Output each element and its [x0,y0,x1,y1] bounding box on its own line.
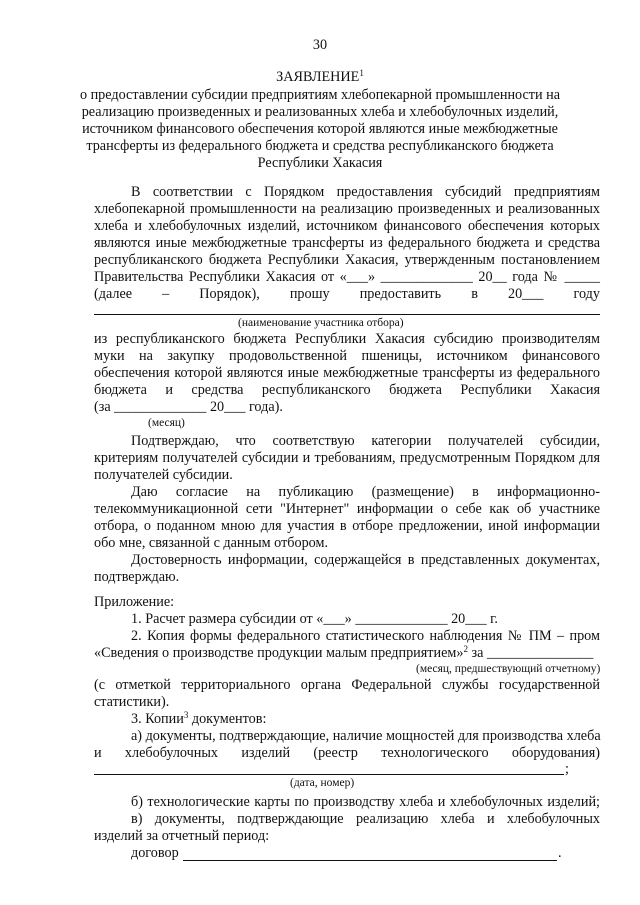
subtitle-line: реализацию произведенных и реализованных хлеба и хлебобулочных изделий, [81,104,559,120]
paragraph-line: отбора, о поданном мною для участия в отборе предложении, иной информации [94,518,600,534]
page-number: 30 [312,37,328,53]
appendix-item-1: 1. Расчет размера субсидии от «___» _____________ 20___ г. [131,611,498,627]
paragraph-line: а) документы, подтверждающие, наличие мощностей для производства хлеба [131,728,601,744]
paragraph-line: Правительства Республики Хакасия от «___» _____________ 20__ года № _____ [94,269,600,285]
month-caption: (месяц) [148,417,185,429]
paragraph-line: хлебопекарной промышленности на реализацию произведенных и реализованных [94,201,600,217]
paragraph-line: б) технологические карты по производству хлеба и хлебобулочных изделий; [131,794,600,810]
subtitle-line: Республики Хакасия [257,155,383,171]
paragraph-line: изделий за отчетный период: [94,828,270,844]
paragraph-line: в) документы, подтверждающие реализацию хлеба и хлебобулочных [131,811,600,827]
appendix-title: Приложение: [94,594,175,610]
paragraph-line: критериям получателей субсидии и требованиям, предусмотренным Порядком для [94,450,600,466]
contract-label: договор [131,845,179,861]
footnote-mark: 1 [359,68,364,78]
paragraph-line: муки на закупку продовольственной пшеницы, источником финансового [94,348,600,364]
paragraph-line: из республиканского бюджета Республики Хакасия субсидию производителям [94,331,600,347]
paragraph-line: подтверждаю. [94,569,180,585]
paragraph-line: В соответствии с Порядком предоставления субсидий предприятиям [131,184,600,200]
paragraph-line: бюджета и средства республиканского бюджета Республики Хакасия [94,382,600,398]
line-end: . [558,845,562,861]
paragraph-line: являются иные межбюджетные трансферты из федерального бюджета и средства [94,235,600,251]
paragraph-line: телекоммуникационной сети "Интернет" информации о себе как об участнике [94,501,600,517]
paragraph-line: статистики). [94,694,170,710]
paragraph-line: Даю согласие на публикацию (размещение) в информационно- [131,484,600,500]
subtitle-line: источником финансового обеспечения которой являются иные межбюджетные [82,121,558,137]
paragraph-line: (далее – Порядок), прошу предоставить в 20___ году [94,286,600,302]
appendix-item-2-line: «Сведения о производстве продукции малым предприятием»$^2$ за _______________ [94,644,594,661]
paragraph-line: (с отметкой территориального органа Федеральной службы государственной [94,677,600,693]
appendix-item-2: 2. Копия формы федерального статистического наблюдения № ПМ – пром [131,628,600,644]
prev-month-caption: (месяц, предшествующий отчетному) [416,663,601,675]
paragraph-line: республиканского бюджета Республики Хакасия, утвержденным постановлением [94,252,600,268]
footnote-mark: 2 [463,644,468,654]
paragraph-line: Подтверждаю, что соответствую категории получателей субсидии, [131,433,600,449]
participant-caption: (наименование участника отбора) [238,317,404,329]
appendix-item-3: 3. Копии$^3$ документов: [131,710,267,727]
line-end: ; [565,761,569,777]
paragraph-line: получателей субсидии. [94,467,233,483]
subtitle-line: о предоставлении субсидии предприятиям хлебопекарной промышленности на [79,87,561,103]
paragraph-line: Достоверность информации, содержащейся в представленных документах, [131,552,600,568]
date-caption: (дата, номер) [290,777,355,789]
paragraph-line: обо мне, связанной с данным отбором. [94,535,329,551]
paragraph-line: хлеба и хлебобулочных изделий, источником финансового обеспечения которых [94,218,600,234]
document-title: ЗАЯВЛЕНИЕ$^1$ [276,68,364,85]
footnote-mark: 3 [183,710,189,720]
contract-line [183,860,557,861]
paragraph-line: (за _____________ 20___ года). [94,399,283,415]
paragraph-line: и хлебобулочных изделий (реестр технологического оборудования) [94,745,600,761]
paragraph-line: обеспечения которой являются иные межбюджетные трансферты из федерального [94,365,600,381]
subtitle-line: трансферты из федерального бюджета и средства республиканского бюджета [86,138,554,154]
